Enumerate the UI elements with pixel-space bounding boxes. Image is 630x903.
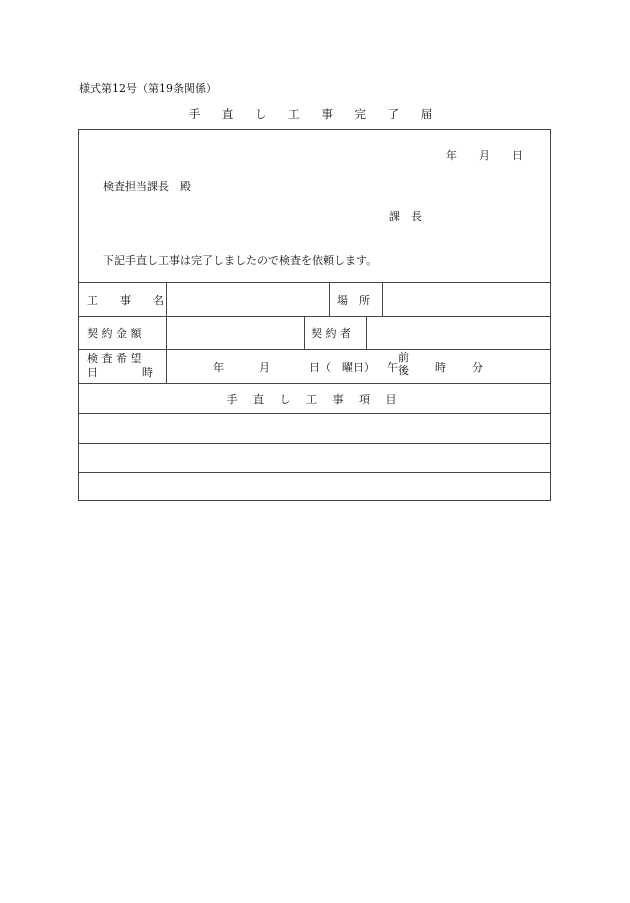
pm-option: 後 bbox=[398, 364, 409, 377]
contractor-label: 契 約 者 bbox=[311, 327, 351, 340]
inspection-date-field[interactable] bbox=[167, 350, 551, 383]
location-field[interactable] bbox=[383, 283, 551, 316]
sender-title: 課 長 bbox=[389, 210, 422, 223]
am-option: 前 bbox=[398, 351, 409, 364]
divider bbox=[329, 282, 330, 316]
item-row[interactable] bbox=[79, 444, 550, 472]
project-name-field[interactable] bbox=[167, 283, 329, 316]
addressee: 検査担当課長 殿 bbox=[103, 180, 191, 193]
form-number: 様式第12号（第19条関係） bbox=[79, 82, 217, 95]
am-pm-prefix: 午 bbox=[387, 361, 398, 374]
month-unit: 月 bbox=[259, 361, 270, 374]
location-label: 場 所 bbox=[337, 294, 370, 307]
contract-amount-field[interactable] bbox=[167, 317, 304, 349]
divider bbox=[304, 316, 305, 349]
items-header: 手 直 し 工 事 項 目 bbox=[226, 393, 403, 406]
contractor-field[interactable] bbox=[367, 317, 551, 349]
date-field[interactable]: 年 月 日 bbox=[446, 149, 523, 162]
divider bbox=[79, 383, 550, 384]
minute-unit: 分 bbox=[472, 361, 483, 374]
inspection-date-label-line2: 日 時 bbox=[87, 366, 153, 379]
form-title: 手 直 し 工 事 完 了 届 bbox=[188, 107, 442, 121]
item-row[interactable] bbox=[79, 473, 550, 500]
day-weekday-unit: 日（ 曜日） bbox=[309, 361, 375, 374]
request-text: 下記手直し工事は完了しましたので検査を依頼します。 bbox=[103, 254, 378, 267]
contract-amount-label: 契 約 金 額 bbox=[87, 327, 142, 340]
year-unit: 年 bbox=[213, 361, 224, 374]
inspection-date-label-line1: 検 査 希 望 bbox=[87, 352, 142, 365]
item-row[interactable] bbox=[79, 414, 550, 443]
form-table bbox=[78, 129, 551, 501]
project-name-label: 工 事 名 bbox=[87, 294, 164, 307]
hour-unit: 時 bbox=[435, 361, 446, 374]
